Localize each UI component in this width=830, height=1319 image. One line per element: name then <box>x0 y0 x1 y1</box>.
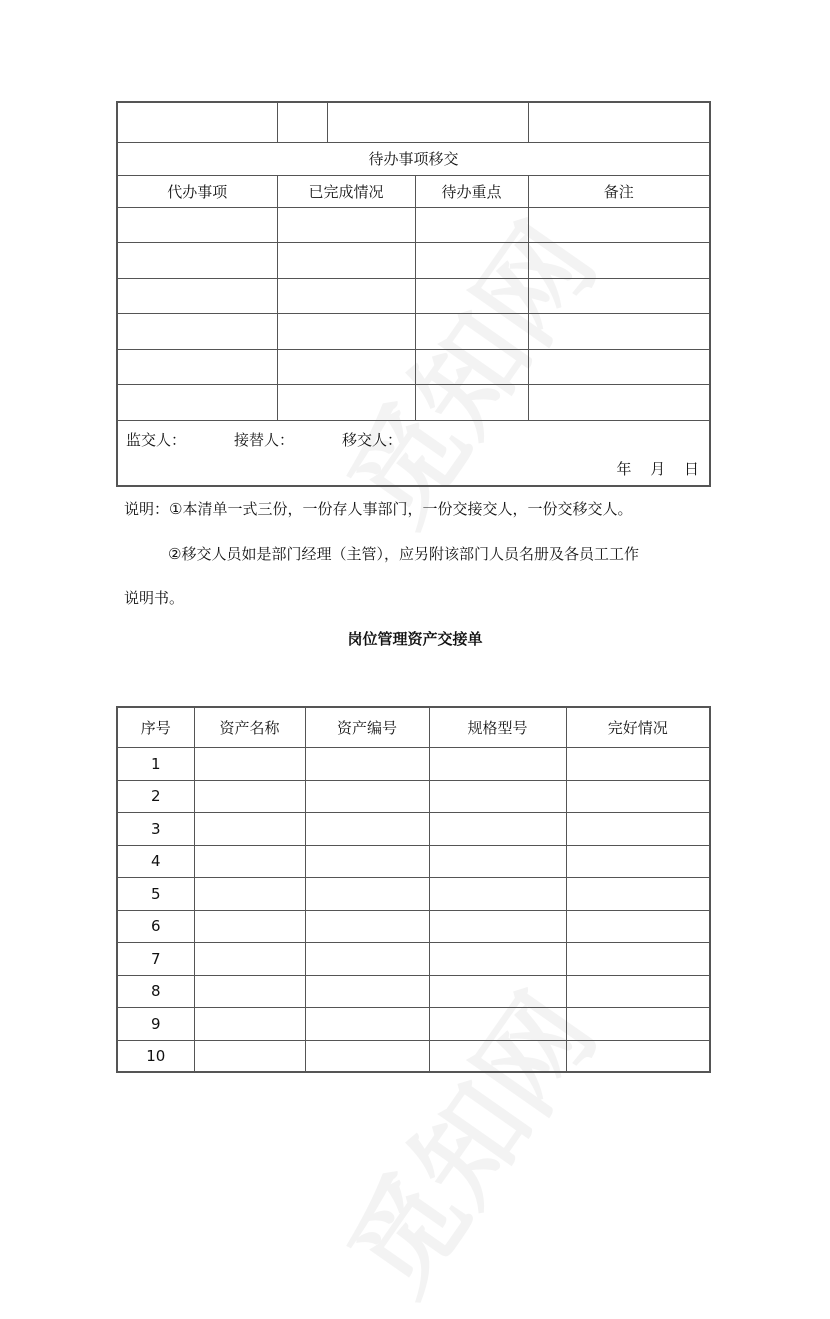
row-number: 2 <box>117 780 194 812</box>
table-row <box>117 313 710 349</box>
cell[interactable] <box>429 1040 566 1072</box>
date-label: 年 月 日 <box>616 459 699 478</box>
header-completion: 已完成情况 <box>277 175 415 207</box>
note-line-3: 说明书。 <box>124 589 185 607</box>
cell[interactable] <box>566 877 710 910</box>
cell[interactable] <box>194 975 305 1007</box>
row-number: 7 <box>117 942 194 975</box>
cell[interactable] <box>415 242 528 278</box>
cell[interactable] <box>528 278 710 313</box>
cell[interactable] <box>566 812 710 845</box>
table-row <box>117 1007 710 1040</box>
cell[interactable] <box>429 780 566 812</box>
header-row <box>117 175 710 207</box>
cell[interactable] <box>566 975 710 1007</box>
header-row <box>117 707 710 747</box>
table-row <box>117 942 710 975</box>
transferor-label: 移交人： <box>342 430 403 449</box>
successor-label: 接替人： <box>234 430 295 449</box>
cell[interactable] <box>415 349 528 384</box>
cell[interactable] <box>194 877 305 910</box>
cell[interactable] <box>566 747 710 780</box>
cell[interactable] <box>415 313 528 349</box>
cell[interactable] <box>277 278 415 313</box>
cell[interactable] <box>429 812 566 845</box>
cell[interactable] <box>277 349 415 384</box>
cell[interactable] <box>194 1007 305 1040</box>
table-row <box>117 747 710 780</box>
table-row <box>117 877 710 910</box>
cell[interactable] <box>528 349 710 384</box>
cell <box>277 102 327 142</box>
table-row <box>117 812 710 845</box>
cell[interactable] <box>194 780 305 812</box>
cell[interactable] <box>305 877 429 910</box>
cell[interactable] <box>305 975 429 1007</box>
cell[interactable] <box>528 242 710 278</box>
cell[interactable] <box>117 313 277 349</box>
row-number: 9 <box>117 1007 194 1040</box>
cell[interactable] <box>415 384 528 420</box>
cell[interactable] <box>194 910 305 942</box>
cell[interactable] <box>415 278 528 313</box>
row-number: 4 <box>117 845 194 877</box>
cell[interactable] <box>429 942 566 975</box>
section-title: 待办事项移交 <box>117 142 710 175</box>
cell[interactable] <box>305 1040 429 1072</box>
table-row <box>117 780 710 812</box>
row-number: 6 <box>117 910 194 942</box>
header-serial: 序号 <box>117 707 194 747</box>
row-number: 10 <box>117 1040 194 1072</box>
cell[interactable] <box>277 207 415 242</box>
cell[interactable] <box>415 207 528 242</box>
header-model: 规格型号 <box>429 707 566 747</box>
table-row <box>117 278 710 313</box>
cell[interactable] <box>429 877 566 910</box>
cell <box>117 102 277 142</box>
table-row <box>117 349 710 384</box>
header-condition: 完好情况 <box>566 707 710 747</box>
row-number: 8 <box>117 975 194 1007</box>
note-line-1: 说明：①本清单一式三份，一份存人事部门，一份交接交人，一份交移交人。 <box>124 500 633 518</box>
cell[interactable] <box>305 747 429 780</box>
cell[interactable] <box>117 349 277 384</box>
table-row <box>117 845 710 877</box>
cell[interactable] <box>429 845 566 877</box>
cell[interactable] <box>566 942 710 975</box>
cell[interactable] <box>194 942 305 975</box>
cell[interactable] <box>117 384 277 420</box>
asset-handover-table <box>116 706 711 1073</box>
cell[interactable] <box>277 384 415 420</box>
cell[interactable] <box>194 747 305 780</box>
header-remarks: 备注 <box>528 175 710 207</box>
cell[interactable] <box>566 910 710 942</box>
row-number: 3 <box>117 812 194 845</box>
cell[interactable] <box>305 1007 429 1040</box>
cell[interactable] <box>277 242 415 278</box>
table-row <box>117 207 710 242</box>
cell[interactable] <box>305 845 429 877</box>
cell[interactable] <box>429 1007 566 1040</box>
cell[interactable] <box>566 780 710 812</box>
header-key-points: 待办重点 <box>415 175 528 207</box>
cell[interactable] <box>117 207 277 242</box>
cell[interactable] <box>305 780 429 812</box>
table-row <box>117 1040 710 1072</box>
cell[interactable] <box>566 1040 710 1072</box>
pending-items-table <box>116 101 711 487</box>
cell[interactable] <box>117 278 277 313</box>
cell[interactable] <box>429 910 566 942</box>
cell[interactable] <box>305 942 429 975</box>
supervisor-label: 监交人： <box>126 430 187 449</box>
cell[interactable] <box>566 1007 710 1040</box>
note-line-2: ②移交人员如是部门经理（主管），应另附该部门人员名册及各员工工作 <box>168 545 639 563</box>
cell <box>327 102 528 142</box>
cell[interactable] <box>194 845 305 877</box>
cell[interactable] <box>528 313 710 349</box>
header-asset-name: 资产名称 <box>194 707 305 747</box>
header-pending-item: 代办事项 <box>117 175 277 207</box>
signature-cell[interactable] <box>117 420 710 486</box>
cell[interactable] <box>305 910 429 942</box>
cell[interactable] <box>566 845 710 877</box>
cell[interactable] <box>117 242 277 278</box>
cell[interactable] <box>429 747 566 780</box>
row-number: 1 <box>117 747 194 780</box>
cell[interactable] <box>277 313 415 349</box>
cell[interactable] <box>194 812 305 845</box>
asset-table-title: 岗位管理资产交接单 <box>347 630 483 648</box>
table-row <box>117 384 710 420</box>
table-row <box>117 975 710 1007</box>
row-number: 5 <box>117 877 194 910</box>
cell <box>528 102 710 142</box>
blank-header-row <box>117 102 710 142</box>
cell[interactable] <box>305 812 429 845</box>
cell[interactable] <box>429 975 566 1007</box>
table-row <box>117 242 710 278</box>
table-row <box>117 910 710 942</box>
header-asset-number: 资产编号 <box>305 707 429 747</box>
cell[interactable] <box>194 1040 305 1072</box>
cell[interactable] <box>528 384 710 420</box>
cell[interactable] <box>528 207 710 242</box>
